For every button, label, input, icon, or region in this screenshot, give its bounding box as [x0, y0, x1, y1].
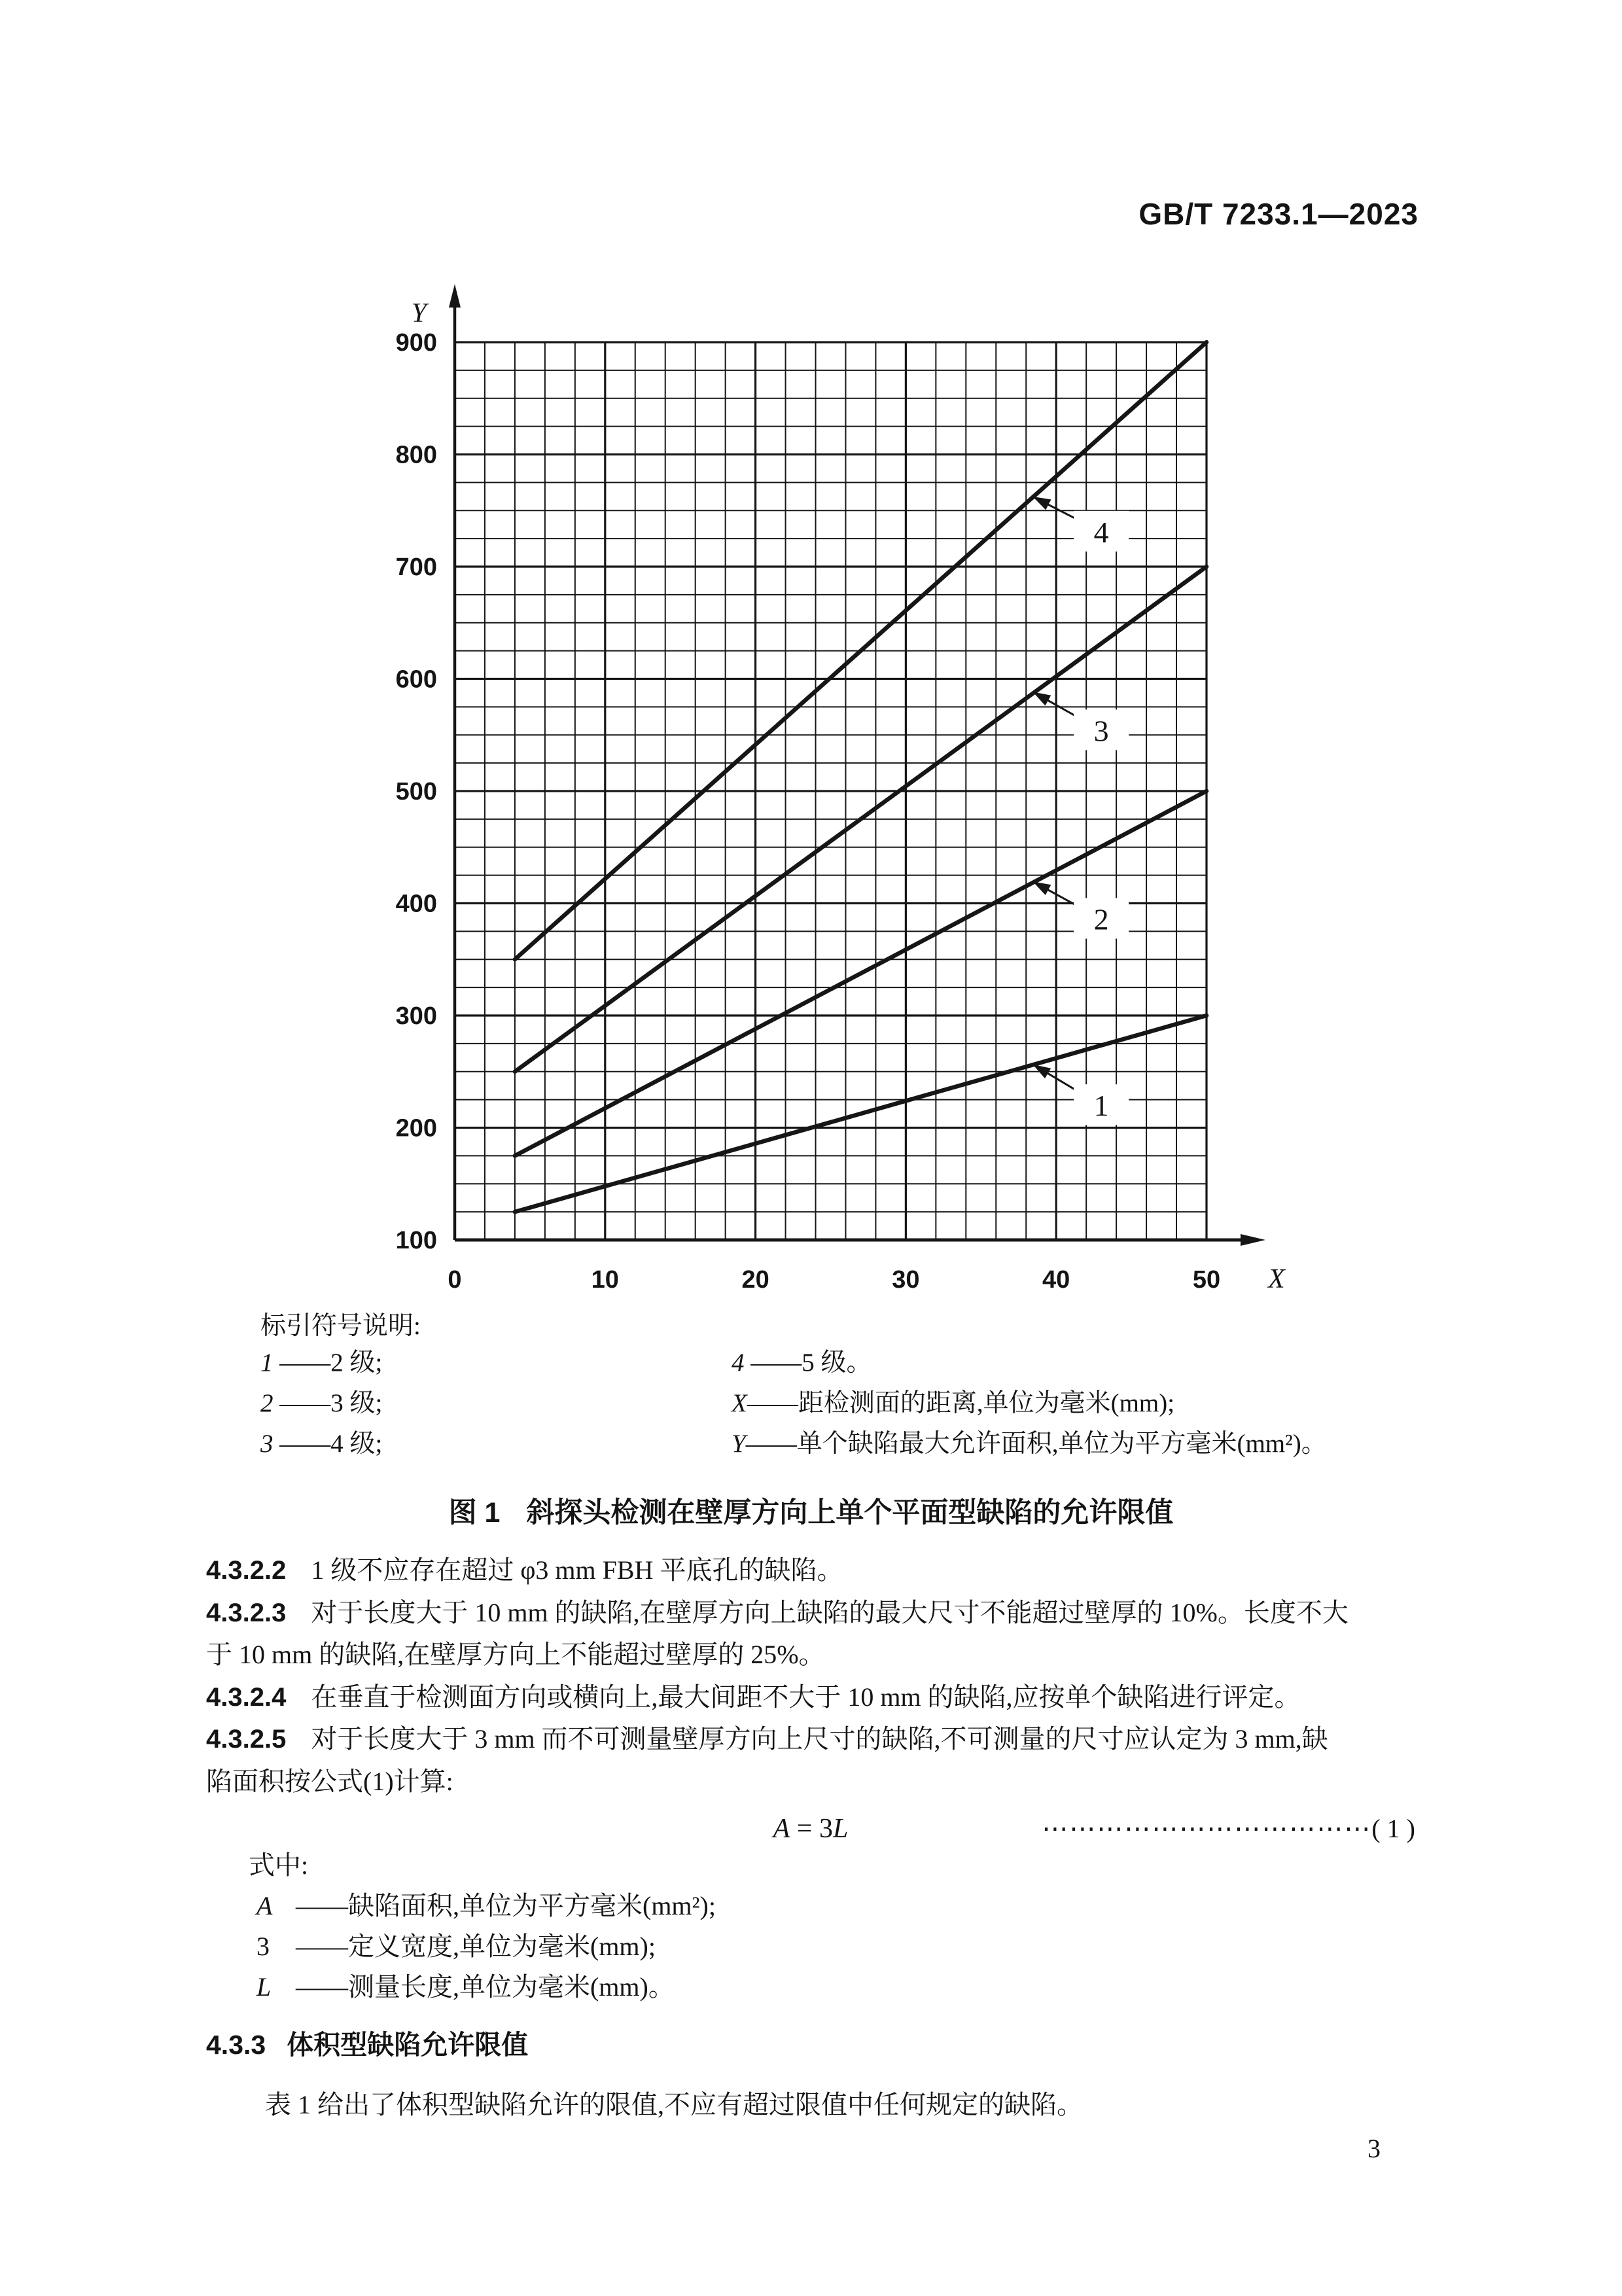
- svg-text:600: 600: [395, 665, 437, 694]
- where-text: ——缺陷面积,单位为平方毫米(mm²);: [296, 1891, 716, 1920]
- legend-item: [732, 1383, 1451, 1424]
- where-text: ——定义宽度,单位为毫米(mm);: [296, 1932, 656, 1961]
- figure-chart: [353, 275, 1302, 1296]
- svg-text:3: 3: [1093, 714, 1109, 748]
- legend-text: ——距检测面的距离,单位为毫米(mm);: [747, 1389, 1175, 1417]
- clause-line: [206, 1592, 1423, 1634]
- svg-text:900: 900: [395, 329, 437, 357]
- defect-limit-chart: [353, 275, 1302, 1296]
- clause-text: 1 级不应存在超过 φ3 mm FBH 平底孔的缺陷。: [311, 1555, 843, 1585]
- legend-text: ——4 级;: [273, 1430, 383, 1458]
- clause-text: 陷面积按公式(1)计算:: [206, 1766, 453, 1796]
- clause-text: 于 10 mm 的缺陷,在壁厚方向上不能超过壁厚的 25%。: [206, 1640, 825, 1669]
- svg-text:40: 40: [1042, 1266, 1070, 1294]
- where-symbol: 3: [256, 1932, 270, 1961]
- clause-text: 对于长度大于 3 mm 而不可测量壁厚方向上尺寸的缺陷,不可测量的尺寸应认定为 3 mm,缺: [311, 1724, 1328, 1754]
- figure-caption-text: 斜探头检测在壁厚方向上单个平面型缺陷的允许限值: [526, 1497, 1174, 1528]
- where-intro: 式中:: [249, 1850, 309, 1880]
- clause-number: 4.3.2.3: [206, 1598, 287, 1627]
- where-text: ——测量长度,单位为毫米(mm)。: [296, 1972, 675, 2002]
- legend-item: [732, 1343, 1451, 1383]
- svg-text:300: 300: [395, 1002, 437, 1030]
- clause-line: [206, 1549, 1423, 1592]
- legend-item: [732, 1424, 1451, 1464]
- formula-dot-leader: ⋯⋯⋯⋯⋯⋯⋯⋯⋯⋯⋯⋯: [1042, 1814, 1372, 1843]
- clause-number: 4.3.2.2: [206, 1556, 287, 1585]
- where-symbol: L: [256, 1972, 272, 2002]
- formula-row: [206, 1807, 1415, 1850]
- svg-text:1: 1: [1093, 1089, 1109, 1123]
- legend-item: [260, 1424, 718, 1464]
- clause-line: [206, 1634, 1423, 1676]
- legend-right-column: [732, 1343, 1451, 1464]
- formula-index: ( 1 ): [1371, 1814, 1415, 1843]
- clause-paragraphs: [206, 1549, 1423, 1803]
- legend-item: [260, 1343, 718, 1383]
- section-heading: [206, 2023, 528, 2062]
- formula-expression: [773, 1807, 849, 1850]
- formula-number: [1042, 1807, 1415, 1850]
- formula-var-a: A: [773, 1814, 790, 1844]
- svg-text:4: 4: [1093, 515, 1109, 549]
- svg-text:100: 100: [395, 1227, 437, 1254]
- where-item: [256, 1967, 716, 2007]
- svg-text:700: 700: [395, 554, 437, 581]
- page-number: 3: [1367, 2134, 1381, 2163]
- clause-line: [206, 1676, 1423, 1719]
- where-symbol: A: [256, 1891, 273, 1920]
- closing-paragraph: 表 1 给出了体积型缺陷允许的限值,不应有超过限值中任何规定的缺陷。: [265, 2090, 1083, 2119]
- legend-left-column: [260, 1343, 718, 1464]
- legend-item: [260, 1383, 718, 1424]
- legend-symbol: 4: [732, 1349, 745, 1377]
- legend-symbol: X: [732, 1389, 747, 1417]
- doc-number: GB/T 7233.1—2023: [1138, 197, 1419, 231]
- clause-line: [206, 1761, 1423, 1803]
- legend-text: ——3 级;: [273, 1389, 383, 1417]
- svg-text:10: 10: [591, 1266, 619, 1294]
- section-title: 体积型缺陷允许限值: [287, 2030, 529, 2060]
- section-number: 4.3.3: [206, 2030, 266, 2060]
- formula-operator: = 3: [790, 1814, 833, 1844]
- clause-line: [206, 1718, 1423, 1761]
- svg-text:50: 50: [1192, 1266, 1221, 1294]
- svg-text:400: 400: [395, 890, 437, 918]
- figure-caption-label: 图 1: [448, 1497, 501, 1528]
- svg-text:200: 200: [395, 1114, 437, 1142]
- where-items: [256, 1886, 716, 2007]
- where-item: [256, 1886, 716, 1926]
- where-item: [256, 1926, 716, 1967]
- clause-text: 对于长度大于 10 mm 的缺陷,在壁厚方向上缺陷的最大尺寸不能超过壁厚的 10%。长度不大: [311, 1597, 1349, 1627]
- svg-text:Y: Y: [411, 298, 427, 328]
- legend-symbol: 1: [260, 1349, 273, 1377]
- svg-text:0: 0: [448, 1266, 462, 1294]
- legend-symbol: 2: [260, 1389, 273, 1417]
- figure-caption: [0, 1491, 1622, 1530]
- clause-number: 4.3.2.5: [206, 1725, 287, 1754]
- clause-number: 4.3.2.4: [206, 1682, 287, 1712]
- svg-text:500: 500: [395, 778, 437, 805]
- clause-text: 在垂直于检测面方向或横向上,最大间距不大于 10 mm 的缺陷,应按单个缺陷进行评定。: [311, 1682, 1301, 1712]
- svg-text:30: 30: [892, 1266, 920, 1294]
- legend-symbol: 3: [260, 1430, 273, 1458]
- svg-text:2: 2: [1093, 902, 1109, 936]
- legend-text: ——5 级。: [744, 1349, 872, 1377]
- svg-text:X: X: [1268, 1264, 1285, 1294]
- legend-symbol: Y: [732, 1430, 746, 1458]
- svg-text:20: 20: [741, 1266, 769, 1294]
- svg-text:800: 800: [395, 441, 437, 469]
- formula-var-l: L: [832, 1814, 849, 1844]
- legend-text: ——单个缺陷最大允许面积,单位为平方毫米(mm²)。: [745, 1430, 1327, 1458]
- legend-title: 标引符号说明:: [260, 1312, 421, 1340]
- legend-text: ——2 级;: [273, 1349, 383, 1377]
